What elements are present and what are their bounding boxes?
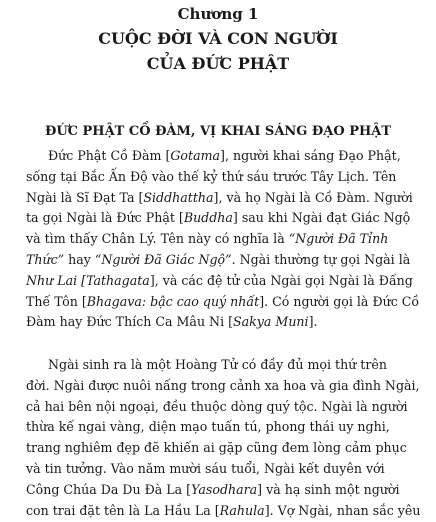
italic-term: Yasodhara — [191, 481, 258, 497]
text-line — [26, 250, 416, 271]
text-run: ] và hạ sinh một người — [257, 481, 400, 497]
text-line — [26, 208, 416, 229]
text-line — [26, 229, 416, 250]
italic-term: Sakya Muni — [233, 314, 309, 330]
chapter-label: Chương 1 — [177, 5, 259, 23]
italic-term: Buddha — [183, 210, 233, 226]
text-line — [26, 146, 416, 167]
body-paragraph — [26, 355, 421, 521]
text-run: . Ngài thường tự gọi Ngài là — [231, 251, 411, 267]
text-line — [26, 271, 416, 292]
text-run: ], và các đệ tử của Ngài gọi Ngài là Đấng — [149, 272, 413, 288]
text-run: ]. Có người gọi là Đức Cồ — [259, 293, 420, 309]
italic-term: “Người Đã Tỉnh — [288, 231, 389, 247]
text-line: đời. Ngài được nuôi nấng trong cảnh xa hoa và gia đình Ngài, — [26, 377, 420, 393]
italic-term: Tathagata — [86, 272, 150, 288]
text-run: ], và họ Ngài là Cồ Đàm. Người — [213, 189, 413, 205]
text-line: cả hai bên nội ngoại, đều thuộc dòng quý tộc. Ngài là người — [26, 398, 408, 414]
chapter-title-line: CUỘC ĐỜI VÀ CON NGƯỜI — [98, 29, 338, 48]
text-line: sống tại Bắc Ấn Độ vào thế kỷ thứ sáu trước Tây Lịch. Tên — [26, 168, 397, 184]
text-run: Đức Phật Cồ Đàm [ — [48, 148, 171, 163]
text-line: thừa kế ngai vàng, diện mạo tuấn tú, phong thái uy nghi, — [26, 419, 390, 435]
text-run: Đàm hay Đức Thích Ca Mâu Ni [ — [26, 314, 234, 330]
body-paragraph — [26, 146, 420, 333]
italic-term: Siddhattha — [143, 189, 214, 205]
italic-term: Rahula — [219, 502, 265, 518]
text-run: Thế Tôn [ — [26, 293, 87, 309]
text-line — [26, 480, 416, 501]
text-line: và tin tưởng. Vào năm mười sáu tuổi, Ngài kết duyên với — [26, 460, 385, 476]
text-line — [26, 312, 416, 333]
text-run: hay — [64, 251, 95, 267]
text-line — [26, 188, 416, 209]
text-line: trang nghiêm đẹp đẽ khiến ai gặp cũng đem lòng cảm phục — [26, 440, 407, 456]
text-line — [26, 501, 421, 522]
italic-term: Gotama — [170, 148, 221, 163]
text-run: Công Chúa Da Du Đà La [ — [26, 481, 192, 497]
text-run: ta gọi Ngài là Đức Phật [ — [26, 210, 184, 226]
text-run: Ngài là Sĩ Đạt Ta [ — [26, 189, 144, 205]
text-run: ]. Vợ Ngài, nhan sắc yêu — [264, 502, 421, 518]
text-line — [26, 292, 420, 313]
italic-term: Bhagava: bậc cao quý nhất — [86, 293, 260, 309]
section-heading: ĐỨC PHẬT CỒ ĐÀM, VỊ KHAI SÁNG ĐẠO PHẬT — [44, 124, 392, 139]
text-run: ] sau khi Ngài đạt Giác Ngộ — [232, 210, 411, 226]
text-run: ]. — [308, 314, 318, 330]
chapter-title — [0, 26, 436, 76]
text-run: con trai đặt tên là La Hầu La [ — [26, 502, 220, 518]
text-line: Ngài sinh ra là một Hoàng Tử có đầy đủ mọi thứ trên — [48, 357, 387, 372]
text-run: và tìm thấy Chân Lý. Tên này có nghĩa là — [26, 231, 289, 247]
chapter-title-line: CỦA ĐỨC PHẬT — [146, 54, 290, 73]
italic-term: Như Lai [ — [26, 272, 87, 288]
text-run: ], người khai sáng Đạo Phật, — [220, 148, 401, 163]
italic-term: “Người Đã Giác Ngộ” — [94, 251, 232, 267]
italic-term: Thức” — [26, 251, 65, 267]
